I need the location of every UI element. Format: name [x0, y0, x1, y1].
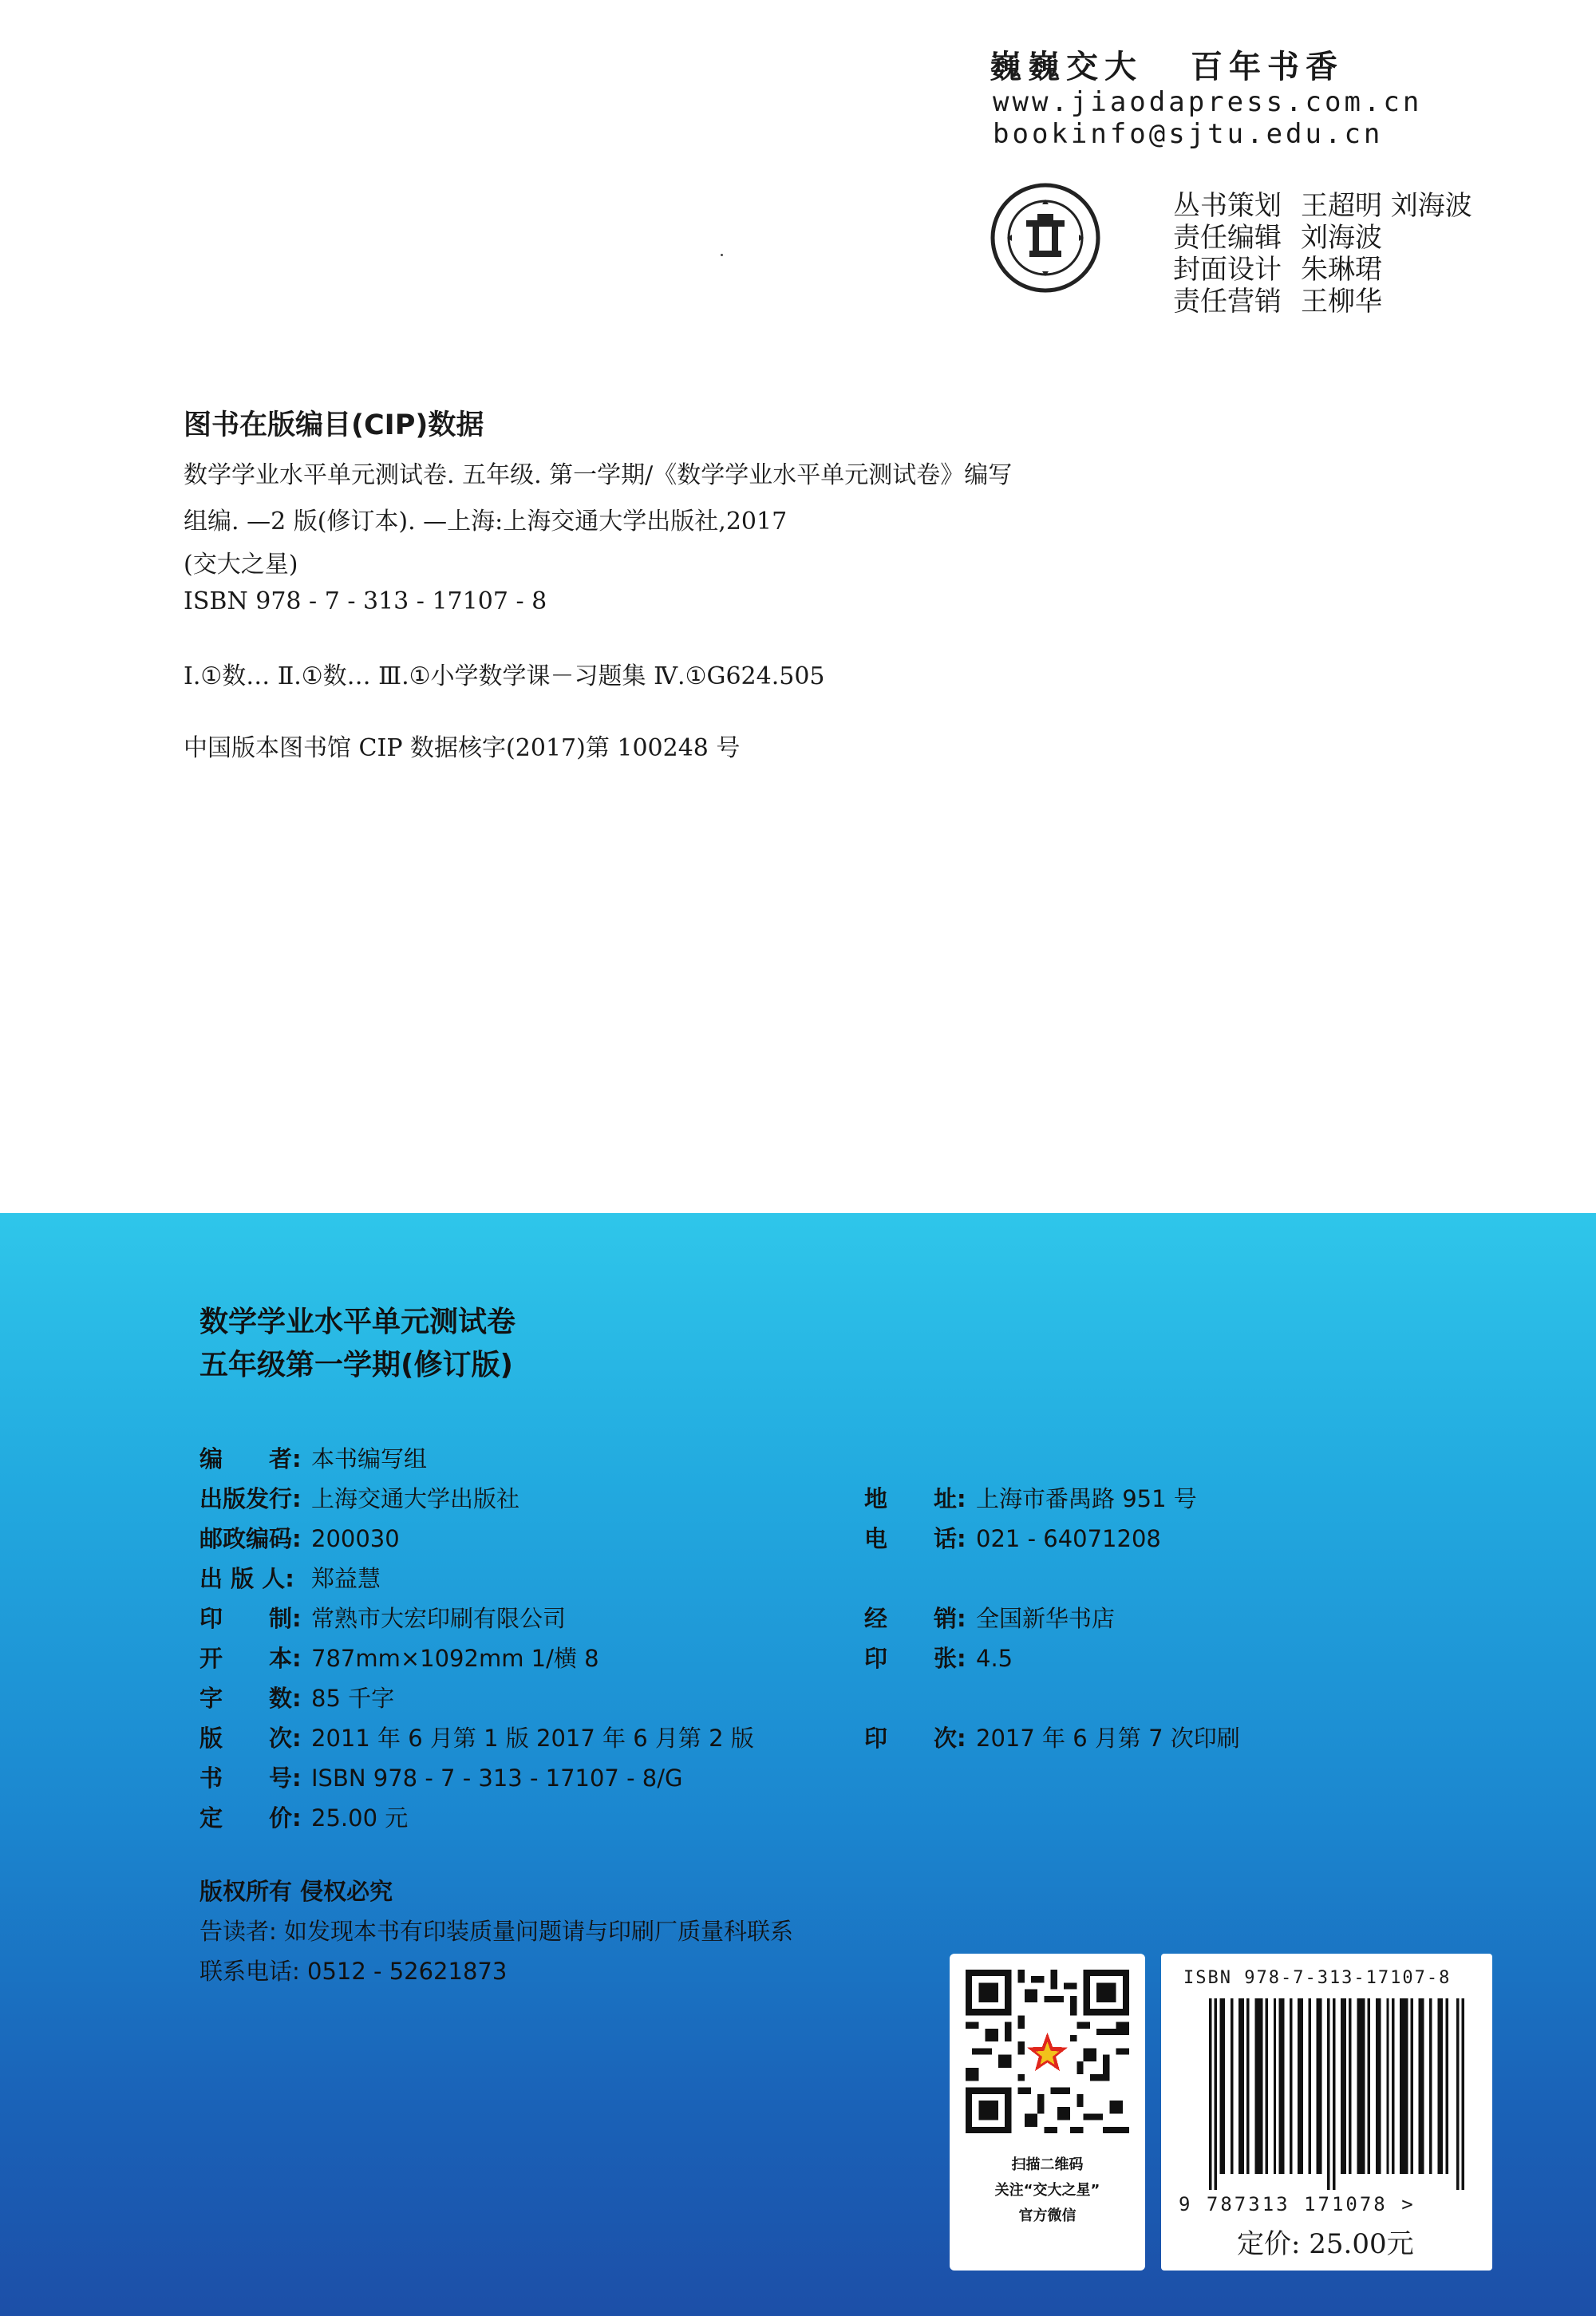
info-phone [864, 1521, 1161, 1554]
cip-isbn: ISBN 978 - 7 - 313 - 17107 - 8 [184, 587, 547, 615]
credit-name: 刘海波 [1301, 222, 1382, 254]
qr-caption-line2: 关注“交大之星” [994, 2182, 1100, 2199]
info-printer [200, 1601, 566, 1634]
info-format [200, 1641, 599, 1674]
info-issuer [200, 1561, 381, 1594]
info-label: 邮政编码: [200, 1525, 302, 1552]
info-value: 常熟市大宏印刷有限公司 [311, 1605, 567, 1632]
cip-line: 组编. —2 版(修订本). —上海:上海交通大学出版社,2017 [184, 508, 788, 536]
cip-line: (交大之星) [184, 551, 298, 579]
reader-notice: 告读者: 如发现本书有印装质量问题请与印刷厂质量科联系 [200, 1918, 793, 1945]
info-label: 印 制: [200, 1605, 302, 1632]
credit-role: 丛书策划 [1173, 190, 1282, 222]
barcode-digits: 9 787313 171078 > [1179, 2193, 1416, 2215]
slogan-left: 巍巍交大 [990, 48, 1143, 85]
info-value: 郑益慧 [311, 1565, 381, 1592]
slogan-right: 百年书香 [1191, 48, 1344, 85]
cip-record-number: 中国版本图书馆 CIP 数据核字(2017)第 100248 号 [184, 734, 741, 762]
credit-name: 朱琳珺 [1301, 254, 1382, 286]
cip-classification: Ⅰ.①数… Ⅱ.①数… Ⅲ.①小学数学课－习题集 Ⅳ.①G624.505 [184, 662, 825, 690]
info-label: 地 址: [864, 1485, 966, 1512]
credit-name: 王超明 刘海波 [1301, 190, 1472, 222]
info-address [864, 1481, 1197, 1514]
info-value: 021 - 64071208 [976, 1525, 1161, 1552]
info-label: 书 号: [200, 1765, 302, 1792]
credit-role: 封面设计 [1173, 254, 1282, 286]
info-value: 787mm×1092mm 1/横 8 [311, 1645, 599, 1672]
info-value: 4.5 [976, 1645, 1013, 1672]
book-title: 数学学业水平单元测试卷 [200, 1306, 516, 1338]
info-label: 版 次: [200, 1725, 302, 1752]
credit-role: 责任营销 [1173, 286, 1282, 318]
credit-marketing [1173, 279, 1382, 318]
barcode-card [1161, 1954, 1492, 2271]
info-value: 85 千字 [311, 1685, 395, 1712]
info-value: 25.00 元 [311, 1804, 409, 1832]
qr-card [950, 1954, 1145, 2271]
info-label: 编 者: [200, 1445, 302, 1472]
print-speck [721, 254, 723, 256]
contact-phone: 联系电话: 0512 - 52621873 [200, 1958, 508, 1985]
info-label: 开 本: [200, 1645, 302, 1672]
info-value: 上海交通大学出版社 [311, 1485, 520, 1512]
publisher-email: bookinfo@sjtu.edu.cn [993, 118, 1384, 150]
info-book-number [200, 1761, 682, 1793]
info-value: 本书编写组 [311, 1445, 428, 1472]
info-publisher [200, 1481, 519, 1514]
info-value: 2011 年 6 月第 1 版 2017 年 6 月第 2 版 [311, 1725, 754, 1752]
barcode-isbn: ISBN 978-7-313-17107-8 [1183, 1968, 1452, 1988]
barcode-price: 定价: 25.00元 [1237, 2228, 1414, 2260]
qr-caption-line3: 官方微信 [1018, 2207, 1077, 2224]
credit-name: 王柳华 [1301, 286, 1382, 318]
book-subtitle: 五年级第一学期(修订版) [200, 1349, 513, 1381]
info-distributor [864, 1601, 1115, 1634]
qr-caption-line1: 扫描二维码 [1011, 2156, 1084, 2173]
rights-reserved: 版权所有 侵权必究 [200, 1878, 393, 1905]
info-label: 字 数: [200, 1685, 302, 1712]
info-sheets [864, 1641, 1013, 1674]
info-word-count [200, 1681, 394, 1713]
publisher-website: www.jiaodapress.com.cn [993, 86, 1423, 118]
credit-role: 责任编辑 [1173, 222, 1282, 254]
cip-title: 图书在版编目(CIP)数据 [184, 409, 484, 441]
info-editor [200, 1441, 427, 1474]
info-label: 印 次: [864, 1725, 966, 1752]
info-price [200, 1800, 408, 1833]
info-value: 200030 [311, 1525, 400, 1552]
info-label: 电 话: [864, 1525, 966, 1552]
info-label: 印 张: [864, 1645, 966, 1672]
publisher-slogan [990, 41, 1344, 87]
cip-line: 数学学业水平单元测试卷. 五年级. 第一学期/《数学学业水平单元测试卷》编写 [184, 461, 1013, 489]
university-seal-icon [990, 182, 1101, 294]
info-value: 2017 年 6 月第 7 次印刷 [976, 1725, 1240, 1752]
info-label: 经 销: [864, 1605, 966, 1632]
info-value: ISBN 978 - 7 - 313 - 17107 - 8/G [311, 1765, 683, 1792]
info-edition [200, 1721, 754, 1753]
qr-code-icon[interactable] [966, 1970, 1129, 2133]
info-label: 出 版 人: [200, 1565, 294, 1592]
info-label: 出版发行: [200, 1485, 302, 1512]
info-label: 定 价: [200, 1804, 302, 1832]
isbn-barcode-icon [1209, 1998, 1464, 2190]
info-value: 全国新华书店 [976, 1605, 1116, 1632]
info-postcode [200, 1521, 400, 1554]
info-value: 上海市番禺路 951 号 [976, 1485, 1197, 1512]
info-print-run [864, 1721, 1240, 1753]
